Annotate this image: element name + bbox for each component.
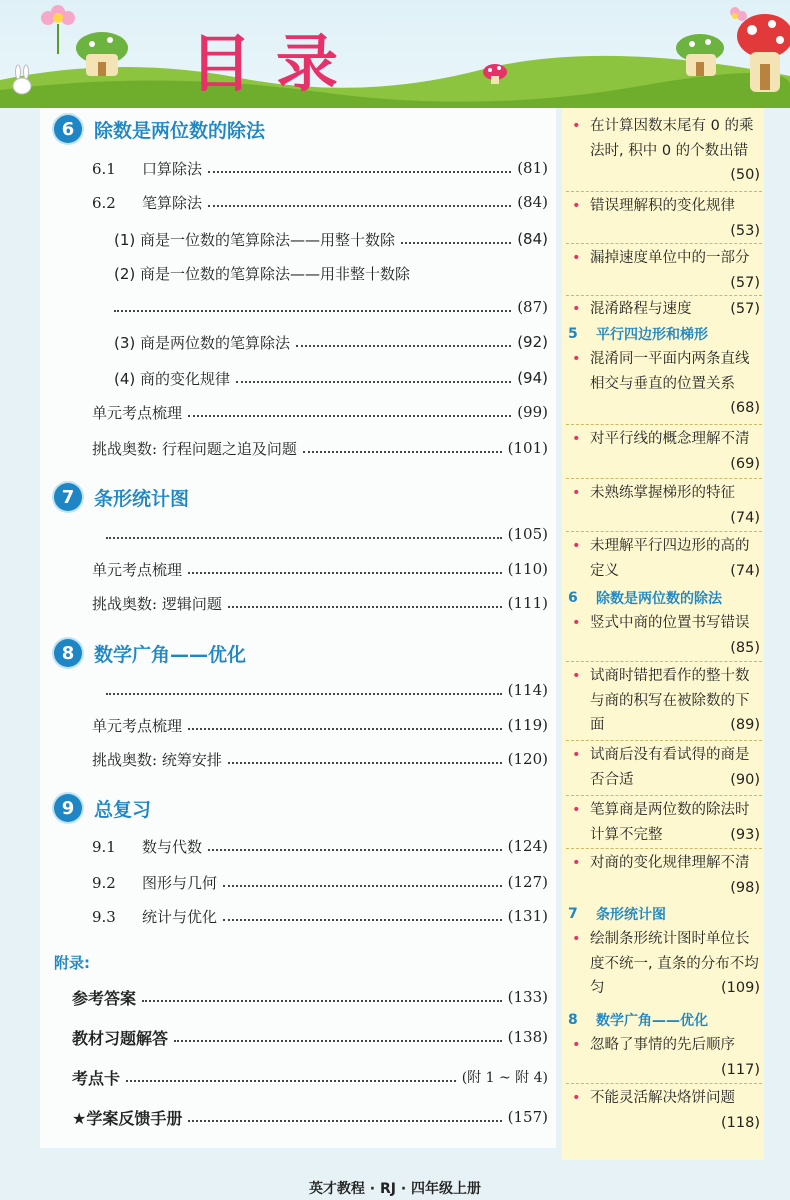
entry-label: (2) 商是一位数的笔算除法——用非整十数除	[114, 264, 411, 283]
section-number-badge: 8	[54, 639, 82, 667]
entry-page: (81)	[517, 159, 548, 177]
leader-dots	[401, 242, 511, 244]
bullet-icon: •	[572, 1037, 581, 1053]
sidebar-item-text: 对平行线的概念理解不清	[590, 431, 750, 447]
entry-page: (92)	[517, 333, 548, 351]
section-9-header[interactable]	[54, 793, 151, 823]
sidebar-item-text: 混淆同一平面内两条直线相交与垂直的位置关系	[590, 351, 750, 392]
appendix-label: 附录:	[54, 954, 90, 972]
sidebar-section-title: 条形统计图	[596, 907, 666, 923]
section-title: 条形统计图	[94, 487, 190, 510]
entry-label: 统计与优化	[142, 907, 218, 926]
entry-label: 笔算除法	[142, 193, 203, 212]
entry-label: 挑战奥数: 行程问题之追及问题	[92, 439, 297, 458]
sidebar-item[interactable]	[572, 194, 760, 243]
entry-label: 挑战奥数: 统筹安排	[92, 750, 222, 769]
sidebar-item-text: 未理解平行四边形的高的定义	[590, 538, 750, 579]
sidebar-item-page: (68)	[730, 400, 760, 416]
divider	[566, 795, 762, 796]
leader-dots	[188, 572, 502, 574]
leader-dots	[188, 415, 511, 417]
sidebar-item-text: 漏掉速度单位中的一部分	[590, 250, 750, 266]
leader-dots	[174, 1040, 502, 1042]
bullet-icon: •	[572, 538, 581, 554]
sidebar-item-page: (53)	[730, 222, 760, 239]
divider	[566, 1083, 762, 1084]
sidebar-item[interactable]	[572, 743, 760, 792]
toc-entry[interactable]	[92, 903, 548, 929]
leader-dots	[142, 1000, 502, 1002]
toc-entry[interactable]	[106, 677, 548, 703]
sidebar-item-page: (50)	[730, 167, 760, 183]
entry-number: 6.2	[92, 193, 116, 212]
section-6-header[interactable]	[54, 114, 265, 144]
divider	[566, 478, 762, 479]
entry-label: (3) 商是两位数的笔算除法	[114, 333, 291, 352]
entry-label: 考点卡	[72, 1068, 121, 1088]
divider	[566, 424, 762, 425]
page-title: 目录	[190, 27, 363, 100]
divider	[566, 295, 762, 296]
toc-entry[interactable]	[92, 155, 548, 181]
sidebar-section-title: 除数是两位数的除法	[596, 591, 722, 607]
entry-number: 9.1	[92, 837, 116, 856]
leader-dots	[208, 171, 511, 173]
entry-page: (133)	[507, 988, 548, 1006]
section-7-header[interactable]	[54, 482, 189, 512]
entry-label: 参考答案	[72, 988, 137, 1008]
divider	[566, 740, 762, 741]
landscape-illustration	[0, 0, 790, 108]
entry-page: (120)	[507, 750, 548, 768]
entry-number: 6.1	[92, 159, 116, 178]
sidebar-item-text: 竖式中商的位置书写错误	[590, 615, 750, 631]
entry-page: (94)	[517, 369, 548, 387]
section-8-header[interactable]	[54, 638, 246, 668]
toc-entry[interactable]	[92, 435, 548, 461]
toc-entry[interactable]	[114, 226, 548, 252]
entry-page: (99)	[517, 403, 548, 421]
sidebar-item-page: (118)	[721, 1114, 760, 1131]
appendix-entry[interactable]	[72, 1104, 548, 1130]
sidebar-item-page: (85)	[730, 639, 760, 656]
page-footer: 英才教程 · RJ · 四年级上册	[308, 1181, 482, 1197]
sidebar-item-page: (109)	[721, 980, 760, 996]
sidebar-item[interactable]	[572, 664, 760, 738]
sidebar-item-page: (57)	[730, 301, 760, 317]
entry-label: (1) 商是一位数的笔算除法——用整十数除	[114, 230, 396, 249]
entry-label: 口算除法	[142, 159, 203, 178]
sidebar-item-page: (89)	[730, 717, 760, 733]
sidebar-section-header[interactable]	[568, 586, 722, 610]
section-number-badge: 9	[54, 794, 82, 822]
sidebar-item-page: (57)	[730, 274, 760, 291]
entry-page: (127)	[507, 873, 548, 891]
sidebar-item[interactable]	[572, 297, 760, 322]
toc-entry[interactable]	[92, 590, 548, 616]
toc-entry-line1[interactable]	[114, 260, 548, 286]
entry-number: 9.3	[92, 907, 116, 926]
sidebar-section-header[interactable]	[568, 902, 666, 926]
sidebar-item-page: (74)	[730, 562, 760, 579]
leader-dots	[114, 310, 511, 312]
sidebar-item-text: 错误理解积的变化规律	[590, 198, 735, 214]
sidebar-item-page: (74)	[730, 509, 760, 526]
flower-icon	[41, 5, 75, 54]
bullet-icon: •	[572, 855, 581, 871]
bullet-icon: •	[572, 1090, 581, 1106]
bullet-icon: •	[572, 802, 581, 818]
bullet-icon: •	[572, 118, 581, 134]
leader-dots	[208, 205, 511, 207]
sidebar-item-text: 不能灵活解决烙饼问题	[590, 1090, 735, 1106]
section-title: 总复习	[94, 798, 152, 821]
toc-entry[interactable]	[114, 365, 548, 391]
leader-dots	[106, 537, 502, 539]
sidebar-item[interactable]	[572, 114, 760, 188]
toc-entry[interactable]	[92, 869, 548, 895]
divider	[566, 243, 762, 244]
appendix-entry[interactable]	[72, 984, 548, 1010]
bullet-icon: •	[572, 198, 581, 214]
toc-entry[interactable]	[92, 833, 548, 859]
toc-entry[interactable]	[92, 712, 548, 738]
bullet-icon: •	[572, 615, 581, 631]
entry-page: (84)	[517, 193, 548, 211]
entry-page: (84)	[517, 230, 548, 248]
entry-label: (4) 商的变化规律	[114, 369, 231, 388]
section-title: 数学广角——优化	[94, 643, 247, 666]
bullet-icon: •	[572, 301, 581, 317]
sidebar-item-text: 在计算因数末尾有 0 的乘法时, 积中 0 的个数出错	[590, 118, 754, 159]
sidebar-item-text: 对商的变化规律理解不清	[590, 855, 750, 871]
divider	[566, 848, 762, 849]
sidebar-item-text: 试商后没有看试得的商是否合适	[590, 747, 750, 788]
leader-dots	[223, 885, 502, 887]
toc-entry[interactable]	[92, 746, 548, 772]
entry-label: 图形与几何	[142, 873, 218, 892]
sidebar-item-page: (90)	[730, 771, 760, 788]
sidebar-item[interactable]	[572, 851, 760, 900]
leader-dots	[296, 345, 511, 347]
sidebar-section-number: 7	[568, 906, 578, 922]
sidebar-item[interactable]	[572, 427, 760, 476]
sidebar-item-text: 绘制条形统计图时单位长度不统一, 直条的分布不均匀	[590, 931, 759, 996]
entry-label: 挑战奥数: 逻辑问题	[92, 594, 222, 613]
entry-label: 单元考点梳理	[92, 403, 183, 422]
bullet-icon: •	[572, 250, 581, 266]
entry-page: (105)	[507, 525, 548, 543]
sidebar-section-header[interactable]	[568, 322, 708, 346]
sidebar-section-header[interactable]	[568, 1008, 708, 1032]
toc-entry-line2[interactable]	[114, 294, 548, 320]
leader-dots	[126, 1080, 456, 1082]
leader-dots	[188, 728, 502, 730]
toc-entry[interactable]	[92, 399, 548, 425]
header-banner	[0, 0, 790, 108]
entry-label: 数与代数	[142, 837, 203, 856]
sidebar-section-title: 数学广角——优化	[596, 1013, 708, 1029]
section-number-badge: 6	[54, 115, 82, 143]
entry-label: 单元考点梳理	[92, 560, 183, 579]
entry-page: (111)	[507, 594, 548, 612]
sidebar-item-text: 试商时错把看作的整十数与商的积写在被除数的下面	[590, 668, 750, 733]
sidebar-item[interactable]	[572, 1033, 760, 1082]
toc-entry[interactable]	[92, 189, 548, 215]
appendix-entry[interactable]	[72, 1064, 548, 1090]
bullet-icon: •	[572, 431, 581, 447]
sidebar-section-number: 6	[568, 590, 578, 606]
divider	[566, 531, 762, 532]
entry-page: (157)	[507, 1108, 548, 1126]
leader-dots	[106, 693, 502, 695]
sidebar-item-text: 未熟练掌握梯形的特征	[590, 485, 735, 501]
leader-dots	[188, 1120, 501, 1122]
entry-page: (114)	[507, 681, 548, 699]
sidebar-section-number: 8	[568, 1012, 578, 1028]
toc-entry[interactable]	[114, 329, 548, 355]
sidebar-item[interactable]	[572, 347, 760, 421]
toc-entry[interactable]	[92, 556, 548, 582]
sidebar-item-text: 忽略了事情的先后顺序	[590, 1037, 735, 1053]
entry-label: 教材习题解答	[72, 1028, 169, 1048]
entry-number: 9.2	[92, 873, 116, 892]
sidebar-item[interactable]	[572, 246, 760, 295]
sidebar-item[interactable]	[572, 534, 760, 583]
flower-icon	[730, 7, 747, 21]
sidebar-item[interactable]	[572, 927, 760, 1001]
entry-page: (124)	[507, 837, 548, 855]
section-number-badge: 7	[54, 483, 82, 511]
leader-dots	[236, 381, 511, 383]
bullet-icon: •	[572, 668, 581, 684]
sidebar-item-text: 笔算商是两位数的除法时计算不完整	[590, 802, 750, 843]
entry-label: ★学案反馈手册	[72, 1108, 183, 1128]
entry-page: (附 1 ~ 附 4)	[461, 1070, 548, 1086]
sidebar-section-title: 平行四边形和梯形	[596, 327, 708, 343]
sidebar-item[interactable]	[572, 481, 760, 530]
sidebar-item-page: (93)	[730, 826, 760, 843]
leader-dots	[228, 762, 502, 764]
bullet-icon: •	[572, 351, 581, 367]
entry-page: (131)	[507, 907, 548, 925]
bullet-icon: •	[572, 747, 581, 763]
sidebar-item-page: (98)	[730, 879, 760, 896]
leader-dots	[303, 451, 502, 453]
entry-label: 单元考点梳理	[92, 716, 183, 735]
leader-dots	[208, 849, 502, 851]
sidebar-item-text: 混淆路程与速度	[590, 301, 692, 317]
sidebar-item-page: (69)	[730, 455, 760, 472]
divider	[566, 191, 762, 192]
toc-entry[interactable]	[106, 521, 548, 547]
sidebar-item-page: (117)	[721, 1061, 760, 1078]
section-title: 除数是两位数的除法	[94, 119, 266, 142]
leader-dots	[228, 606, 502, 608]
entry-page: (119)	[507, 716, 548, 734]
entry-page: (110)	[507, 560, 548, 578]
bullet-icon: •	[572, 931, 581, 947]
leader-dots	[223, 919, 502, 921]
divider	[566, 661, 762, 662]
entry-page: (87)	[517, 298, 548, 316]
entry-page: (101)	[507, 439, 548, 457]
sidebar-item[interactable]	[572, 611, 760, 660]
sidebar-item[interactable]	[572, 1086, 760, 1135]
sidebar-section-number: 5	[568, 326, 578, 342]
appendix-entry[interactable]	[72, 1024, 548, 1050]
sidebar-item[interactable]	[572, 798, 760, 847]
bullet-icon: •	[572, 485, 581, 501]
entry-page: (138)	[507, 1028, 548, 1046]
